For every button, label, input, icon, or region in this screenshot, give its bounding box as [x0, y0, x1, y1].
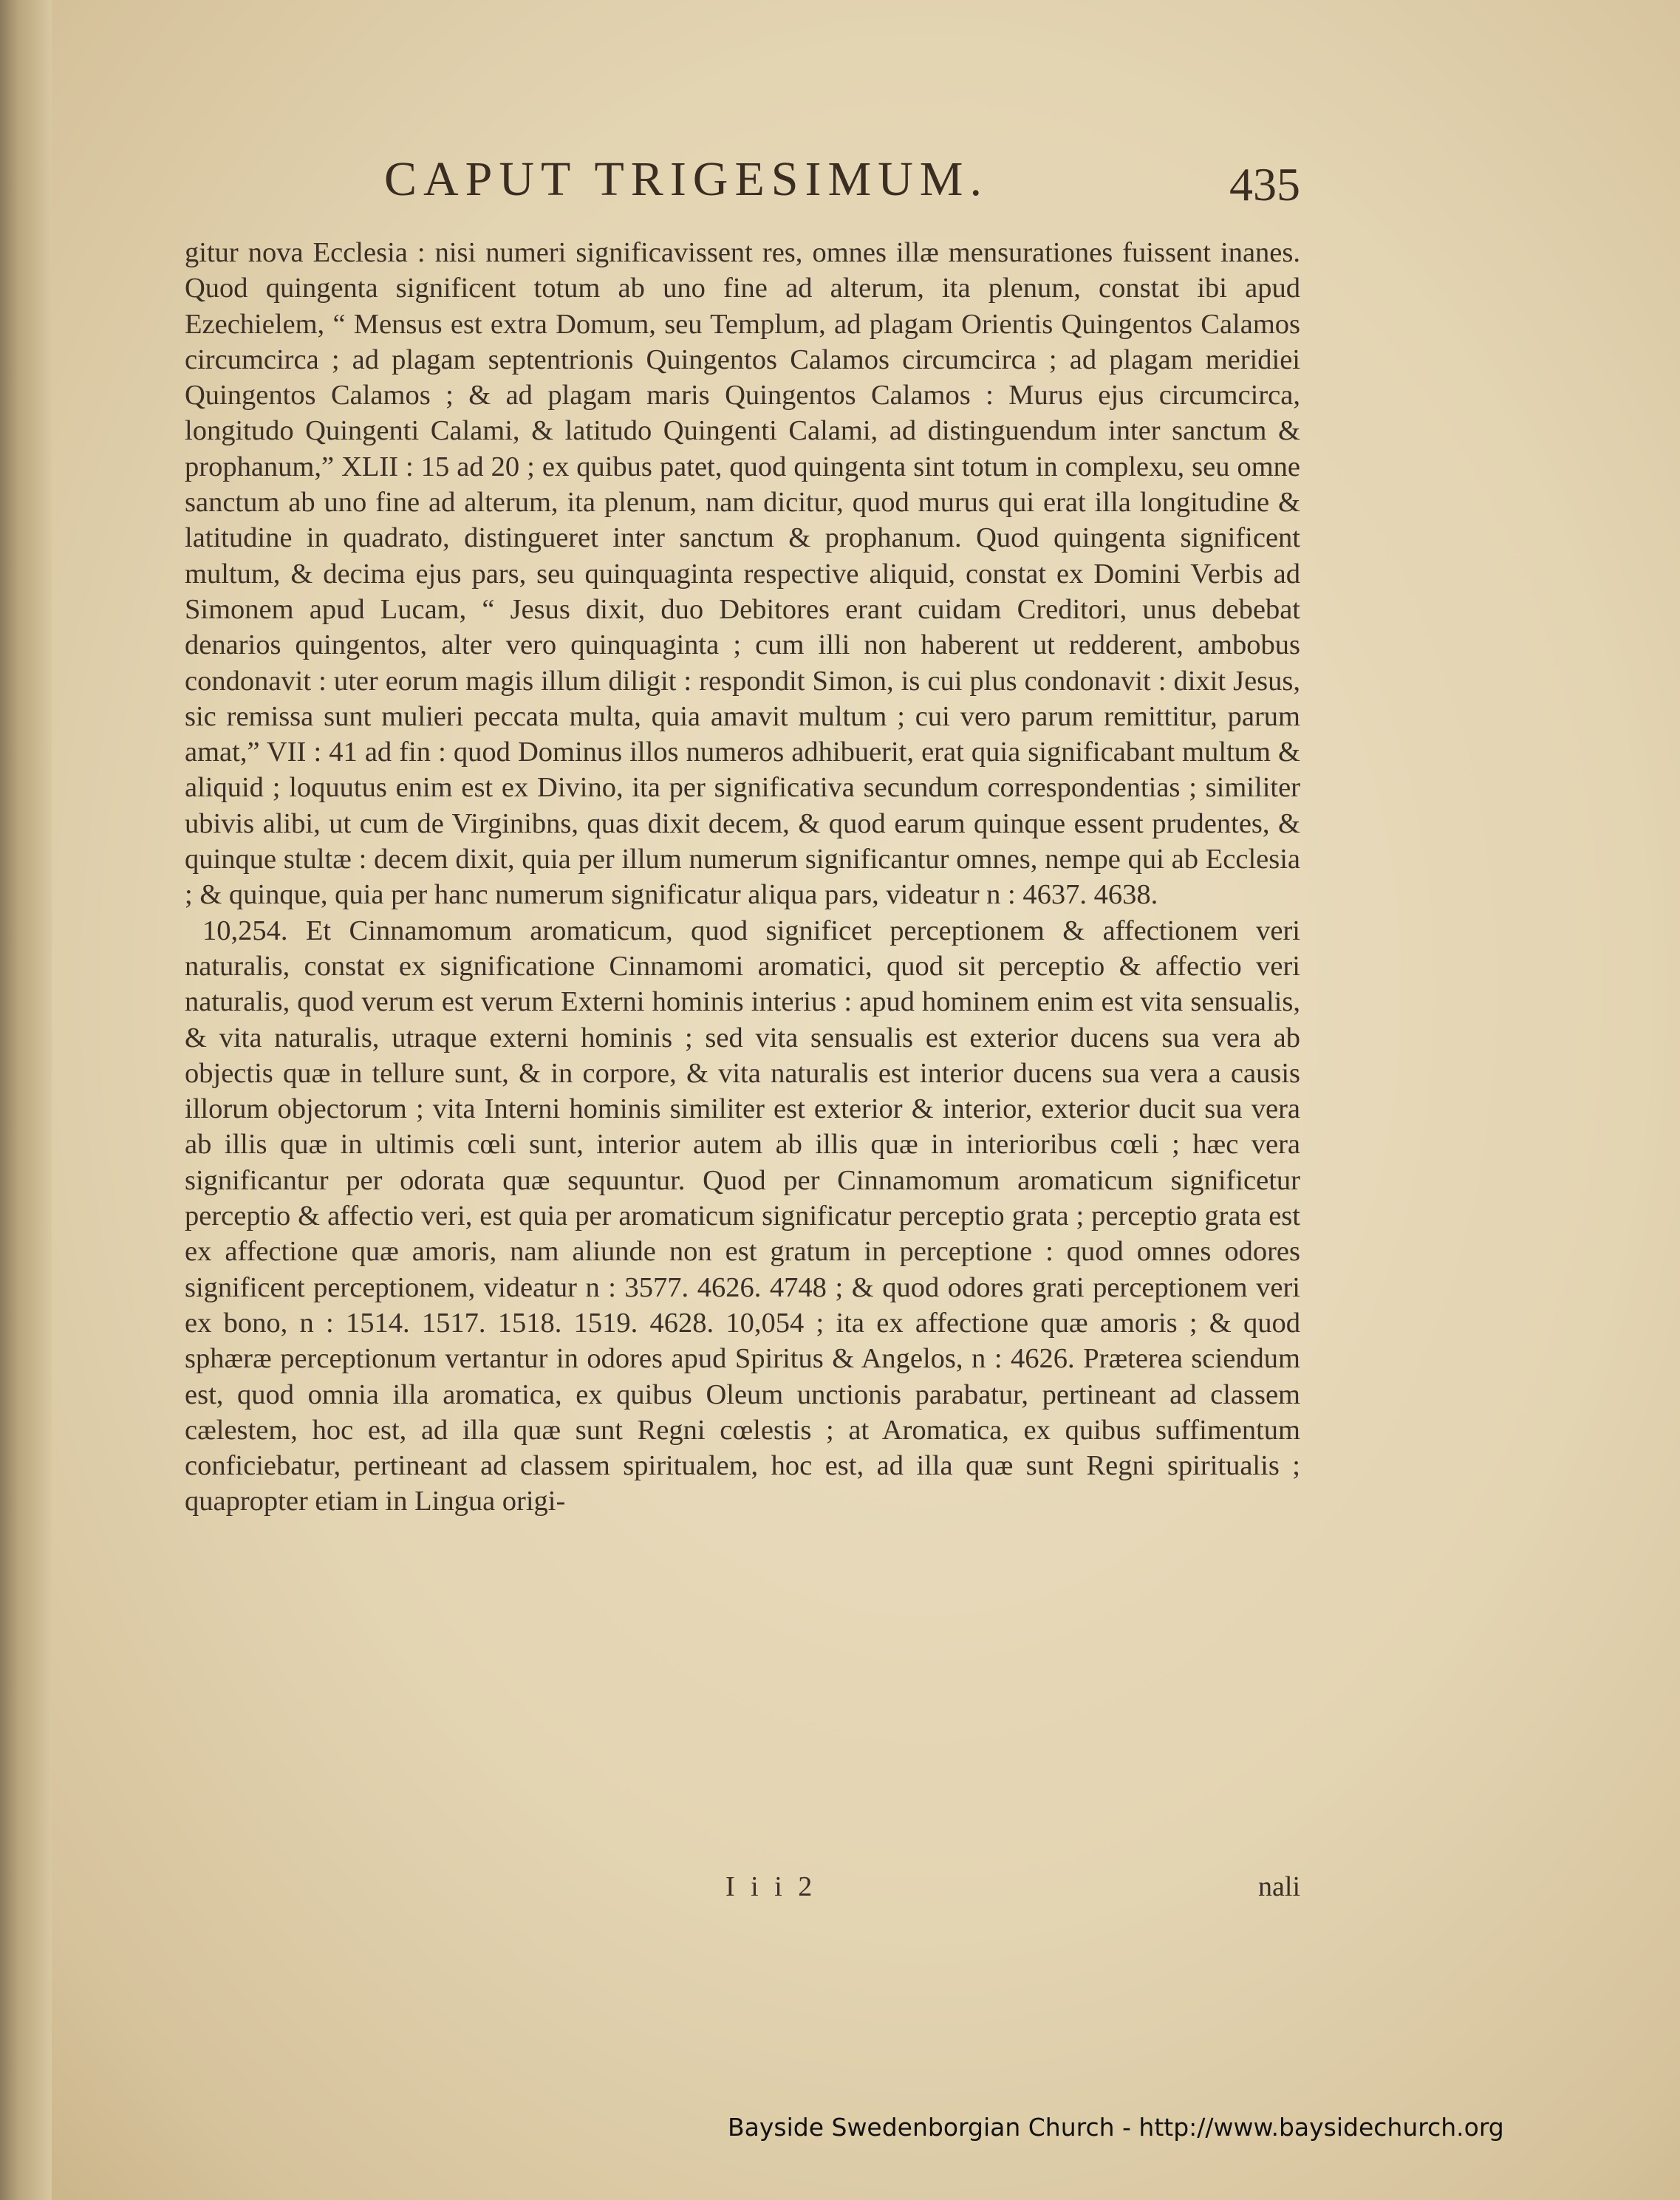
page-number: 435	[1229, 158, 1300, 211]
paragraph-1: gitur nova Ecclesia : nisi numeri significavissent res, omnes illæ mensurationes fuissent inanes. Quod quingenta significent totum ab uno fine ad alterum, ita plenum, constat ibi apud Ezechielem, “ Mensus est extra Domum, seu Templum, ad plagam Orientis Quingentos Calamos circumcirca ; ad plagam septentrionis Quingentos Calamos circumcirca ; ad plagam meridiei Quingentos Calamos ; & ad plagam maris Quingentos Calamos : Murus ejus circumcirca, longitudo Quingenti Calami, & latitudo Quingenti Calami, ad distinguendum inter sanctum & prophanum,” XLII : 15 ad 20 ; ex quibus patet, quod quingenta sint totum in complexu, seu omne sanctum ab uno fine ad alterum, ita plenum, nam dicitur, quod murus qui erat illa longitudine & latitudine in quadrato, distingueret inter sanctum & prophanum. Quod quingenta significent multum, & decima ejus pars, seu quinquaginta respective aliquid, constat ex Domini Verbis ad Simonem apud Lucam, “ Jesus dixit, duo Debitores erant cuidam Creditori, unus debebat denarios quingentos, alter vero quinquaginta ; cum illi non haberent ut redderent, ambobus condonavit : uter eorum magis illum diligit : respondit Simon, is cui plus condonavit : dixit Jesus, sic remissa sunt mulieri peccata multa, quia amavit multum ; cui vero parum remittitur, parum amat,” VII : 41 ad fin : quod Dominus illos numeros adhibuerit, erat quia significabant multum & aliquid ; loquutus enim est ex Divino, ita per significativa secundum correspondentias ; similiter ubivis alibi, ut cum de Virginibns, quas dixit decem, & quod earum quinque essent prudentes, & quinque stultæ : decem dixit, quia per illum numerum significantur omnes, nempe qui ab Ecclesia ; & quinque, quia per hanc numerum significatur aliqua pars, videatur n : 4637. 4638.	[185, 237, 1300, 911]
running-head	[185, 151, 1300, 218]
body-text	[185, 235, 1300, 1520]
page-gutter	[0, 0, 52, 2200]
paragraph-2: 10,254. Et Cinnamomum aromaticum, quod significet perceptionem & affectionem veri naturalis, constat ex significatione Cinnamomi aromatici, quod sit perceptio & affectio veri naturalis, quod verum est verum Externi hominis interius : apud hominem enim est vita sensualis, & vita naturalis, utraque externi hominis ; sed vita sensualis est exterior ducens sua vera ab objectis quæ in tellure sunt, & in corpore, & vita naturalis est interior ducens sua vera a causis illorum objectorum ; vita Interni hominis similiter est exterior & interior, exterior ducit sua vera ab illis quæ in ultimis cœli sunt, interior autem ab illis quæ in interioribus cœli ; hæc vera significantur per odorata quæ sequuntur. Quod per Cinnamomum aromaticum significetur perceptio & affectio veri, est quia per aromaticum significatur perceptio grata ; perceptio grata est ex affectione quæ amoris, nam aliunde non est gratum in perceptione : quod omnes odores significent perceptionem, videatur n : 3577. 4626. 4748 ; & quod odores grati perceptionem veri ex bono, n : 1514. 1517. 1518. 1519. 4628. 10,054 ; ita ex affectione quæ amoris ; & quod sphæræ perceptionum vertantur in odores apud Spiritus & Angelos, n : 4626. Præterea sciendum est, quod omnia illa aromatica, ex quibus Oleum unctionis parabatur, pertineant ad classem cælestem, hoc est, ad illa quæ sunt Regni cœlestis ; at Aromatica, ex quibus suffimentum conficiebatur, pertineant ad classem spiritualem, hoc est, ad illa quæ sunt Regni spiritualis ; quapropter etiam in Lingua origi-	[185, 915, 1300, 1517]
watermark-text: Bayside Swedenborgian Church - http://www.baysidechurch.org	[728, 2113, 1504, 2142]
signature-mark: I i i 2	[725, 1871, 817, 1902]
chapter-title: CAPUT TRIGESIMUM.	[384, 152, 988, 206]
page-footer	[185, 1871, 1300, 1907]
catchword: nali	[1258, 1871, 1300, 1902]
